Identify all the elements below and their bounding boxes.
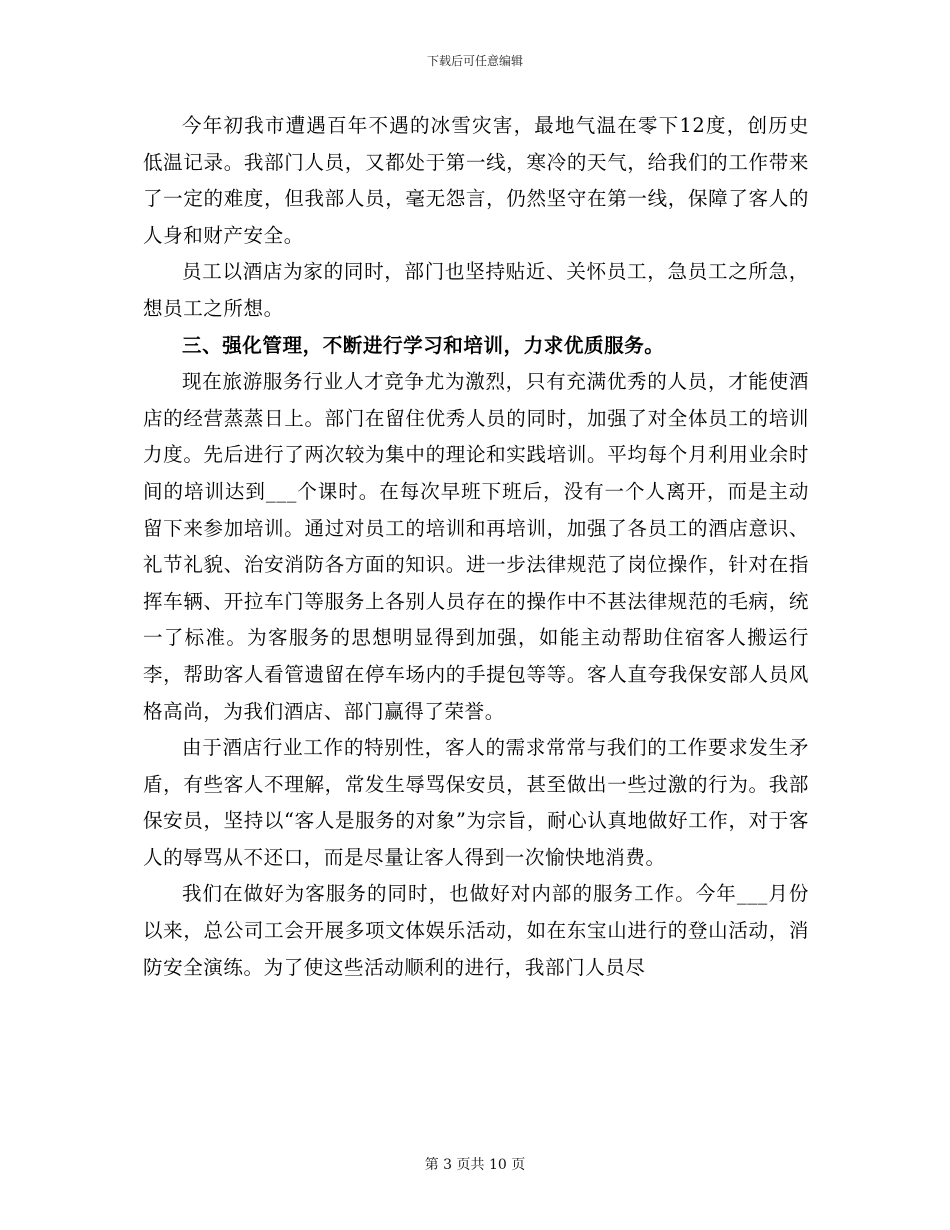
page-header: 下载后可任意编辑 [426,54,523,68]
paragraph-internal-service: 我们在做好为客服务的同时，也做好对内部的服务工作。今年___月份以来，总公司工会开展多项文体娱乐活动，如在东宝山进行的登山活动，消防安全演练。为了使这些活动顺利的进行，我部门人员尽 [143,882,809,979]
document-body [143,108,809,986]
paragraph-training: 现在旅游服务行业人才竞争尤为激烈，只有充满优秀的人员，才能使酒店的经营蒸蒸日上。部门在留住优秀人员的同时，加强了对全体员工的培训力度。先后进行了两次较为集中的理论和实践培训。平均每个月利用业余时间的培训达到___个课时。在每次早班下班后，没有一个人离开，而是主动留下来参加培训。通过对员工的培训和再培训，加强了各员工的酒店意识、礼节礼貌、治安消防各方面的知识。进一步法律规范了岗位操作，针对在指挥车辆、开拉车门等服务上各别人员存在的操作中不甚法律规范的毛病，统一了标准。为客服务的思想明显得到加强，如能主动帮助住宿客人搬运行李，帮助客人看管遗留在停车场内的手提包等等。客人直夸我保安部人员风格高尚，为我们酒店、部门赢得了荣誉。 [143,370,809,723]
section-heading: 三、强化管理，不断进行学习和培训，力求优质服务。 [182,333,665,357]
paragraph-employee-care: 员工以酒店为家的同时，部门也坚持贴近、关怀员工，急员工之所急，想员工之所想。 [143,260,809,320]
paragraph-ice-disaster: 今年初我市遭遇百年不遇的冰雪灾害，最地气温在零下12度，创历史低温记录。我部门人员，又都处于第一线，寒冷的天气，给我们的工作带来了一定的难度，但我部人员，毫无怨言，仍然坚守在第一线，保障了客人的人身和财产安全。 [143,114,809,247]
page-number: 第 3 页共 10 页 [424,1157,526,1173]
paragraph-customer-conflict: 由于酒店行业工作的特别性，客人的需求常常与我们的工作要求发生矛盾，有些客人不理解，常发生辱骂保安员，甚至做出一些过激的行为。我部保安员，坚持以“客人是服务的对象”为宗旨，耐心认真地做好工作，对于客人的辱骂从不还口，而是尽量让客人得到一次愉快地消费。 [143,736,809,869]
